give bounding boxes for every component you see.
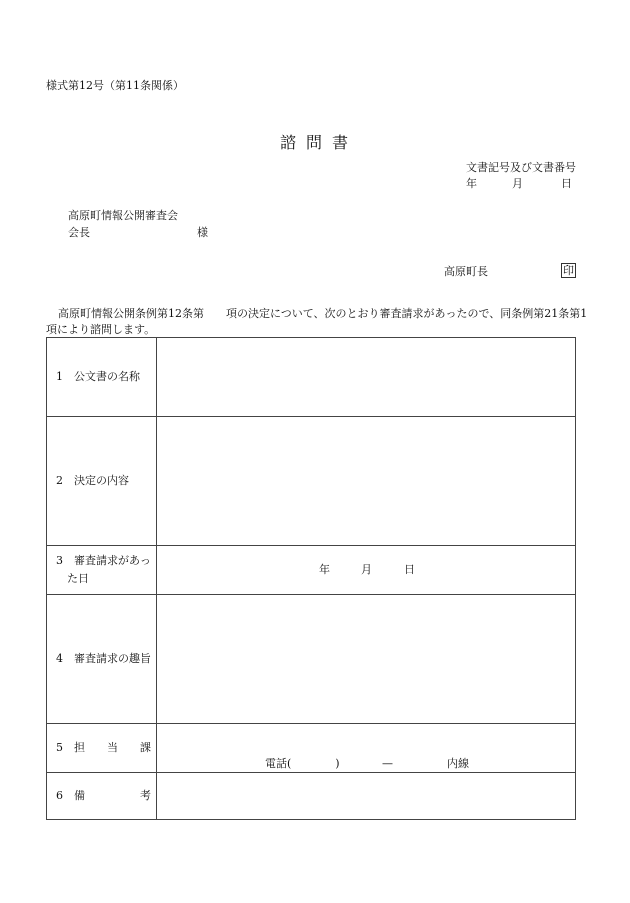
table-row	[47, 724, 576, 773]
form-number: 様式第12号（第11条関係）	[46, 79, 184, 92]
row-label	[47, 546, 157, 595]
request-date-day: 日	[404, 563, 415, 576]
addressee-honorific: 様	[197, 226, 208, 239]
decision-content-field[interactable]	[157, 417, 576, 546]
label-line: 3 審査請求があっ	[56, 554, 151, 567]
department-field[interactable]	[157, 724, 576, 773]
phone-label: 電話( )	[265, 757, 340, 770]
date-month: 月	[512, 177, 523, 190]
table-row	[47, 338, 576, 417]
addressee-org: 高原町情報公開審査会	[68, 209, 178, 222]
remarks-field[interactable]	[157, 773, 576, 820]
table-row	[47, 417, 576, 546]
row-label: 6 備 考	[47, 773, 157, 820]
request-date-year: 年	[319, 563, 330, 576]
form-table	[46, 337, 576, 820]
phone-dash: —	[382, 757, 393, 770]
body-text-line-2: 項により諮問します。	[46, 323, 156, 336]
row-label: 2 決定の内容	[47, 417, 157, 546]
row-label: 5 担 当 課	[47, 724, 157, 773]
document-title: 諮問書	[280, 133, 359, 152]
body-text-line-1: 高原町情報公開条例第12条第 項の決定について、次のとおり審査請求があったので、同条例第21条第1	[58, 307, 588, 320]
table-row	[47, 546, 576, 595]
request-date-field[interactable]	[157, 546, 576, 595]
request-date-month: 月	[361, 563, 372, 576]
date-day: 日	[561, 177, 572, 190]
label-line: た日	[56, 572, 89, 585]
table-row	[47, 773, 576, 820]
extension-label: 内線	[447, 757, 469, 770]
seal-mark: 印	[563, 264, 574, 277]
row-label: 1 公文書の名称	[47, 338, 157, 417]
date-year: 年	[466, 177, 477, 190]
document-name-field[interactable]	[157, 338, 576, 417]
addressee-title: 会長	[68, 226, 90, 239]
request-purpose-field[interactable]	[157, 595, 576, 724]
table-row	[47, 595, 576, 724]
sender-name: 高原町長	[444, 265, 488, 278]
row-label: 4 審査請求の趣旨	[47, 595, 157, 724]
doc-number-label: 文書記号及び文書番号	[466, 161, 576, 174]
